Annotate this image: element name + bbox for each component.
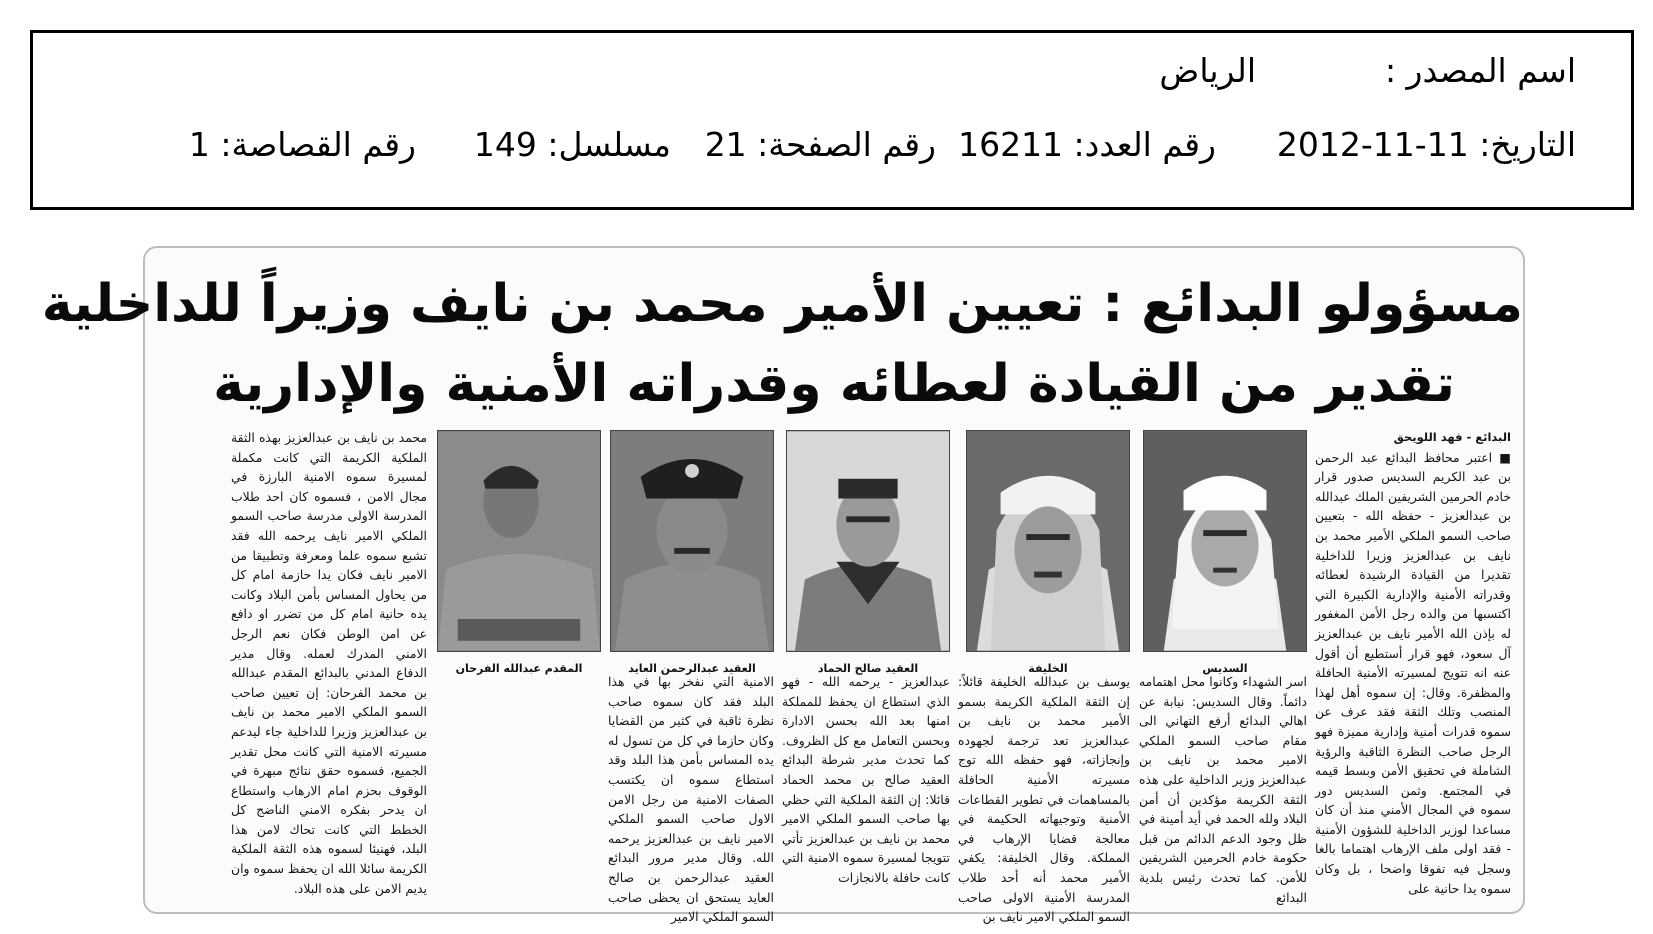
source-value: الرياض — [1159, 51, 1256, 90]
clip-number: رقم القصاصة: 1 — [188, 125, 416, 164]
article-column-3 — [958, 672, 1130, 925]
portrait-photo — [966, 430, 1130, 652]
portrait-image — [787, 431, 949, 651]
article-column-6 — [231, 428, 427, 906]
photo-caption: العقيد عبدالرحمن العايد — [628, 662, 756, 675]
portrait-image — [1144, 431, 1306, 651]
photo-caption: العقيد صالح الحماد — [817, 662, 919, 675]
headline-line-2: تقدير من القيادة لعطائه وقدراته الأمنية والإدارية — [213, 354, 1455, 414]
article-column-5 — [608, 672, 774, 925]
source-metadata-box — [30, 30, 1634, 210]
article-column-2 — [1139, 672, 1307, 908]
portrait-photo — [437, 430, 601, 652]
photo-caption: السديس — [1202, 662, 1248, 675]
source-row — [73, 51, 1576, 101]
details-row — [73, 125, 1576, 175]
serial-number: مسلسل: 149 — [473, 125, 671, 164]
date-field: التاريخ: 11-11-2012 — [1276, 125, 1576, 164]
column-text: اسر الشهداء وكانوا محل اهتمامه دائماً. وقال السديس: نيابة عن اهالي البدائع أرفع التهاني الى مقام صاحب السمو الملكي الامير محمد بن نايف بن عبدالعزيز وزير الداخلية على هذه الثقة الكريمة مؤكدين أن أمن البلاد ولله الحمد في أيد أمينة في ظل وجود الدعم الدائم من قبل حكومة خادم الحرمين الشريفين للأمن. كما تحدث رئيس بلدية البدائع — [1139, 674, 1307, 905]
portrait-photo — [610, 430, 774, 652]
headline-line-1: مسؤولو البدائع : تعيين الأمير محمد بن نايف وزيراً للداخلية — [41, 274, 1523, 334]
source-label: اسم المصدر : — [1384, 51, 1576, 90]
portrait-photo — [786, 430, 950, 652]
article-column-1 — [1315, 428, 1511, 906]
portrait-image — [611, 431, 773, 651]
column-text: محمد بن نايف بن عبدالعزيز بهذه الثقة الملكية الكريمة التي كانت مكملة لمسيرة سموه الامنية البارزة في مجال الامن ، فسموه كان احد طلاب المدرسة الاولى مدرسة صاحب السمو الملكي الامير نايف يرحمه الله فقد تشبع سموه علما ومعرفة وتطبيقا من الامير نايف فكان يدا حازمة امام كل من يحاول المساس بأمن البلاد وكانت يده حانية امام كل من تضرر او دافع عن امن الوطن فكان نعم الرجل الامني المدرك لعمله. وقال مدير الدفاع المدني بالبدائع المقدم عبدالله بن محمد الفرحان: إن تعيين صاحب السمو الملكي الامير محمد بن نايف بن عبدالعزيز وزيرا للداخلية جاء ليدعم مسيرته الامنية التي كانت محل تقدير الجميع، فسموه حقق نتائج مبهرة في الوقوف بحزم امام الارهاب واستطاع ان يدحر بفكره الامني الناضج كل الخطط التي كانت تحاك لامن هذا البلد، فهنيئا لسموه هذه الثقة الملكية الكريمة سائلا الله ان يحفظ سموه وان يديم الامن على هذه البلاد. — [231, 430, 427, 896]
photo-caption: المقدم عبدالله الفرحان — [455, 662, 583, 675]
page-number: رقم الصفحة: 21 — [704, 125, 936, 164]
portrait-photo — [1143, 430, 1307, 652]
portrait-image — [967, 431, 1129, 651]
column-text: يوسف بن عبدالله الخليفة قائلاً: إن الثقة الملكية الكريمة بسمو الأمير محمد بن نايف بن عبدالعزيز تعد ترجمة لجهوده وإنجازاته، فهو حفظه الله توج مسيرته الأمنية الحافلة بالمساهمات في تطوير القطاعات الأمنية وتوجيهاته الحكيمة في معالجة قضايا الإرهاب في المملكة. وقال الخليفة: يكفي الأمير محمد أنه أحد طلاب المدرسة الأمنية الاولى صاحب السمو الملكي الامير نايف بن — [958, 674, 1130, 925]
issue-number: رقم العدد: 16211 — [958, 125, 1216, 164]
photo-caption: الخليفة — [1028, 662, 1068, 675]
column-text: الامنية التي نفخر بها في هذا البلد فقد كان سموه صاحب نظرة ثاقبة في كثير من القضايا وكان حازما في كل من تسول له يده المساس بأمن هذا البلد وقد استطاع سموه ان يكتسب الصفات الامنية من رجل الامن الاول صاحب السمو الملكي الامير نايف بن عبدالعزيز يرحمه الله. وقال مدير مرور البدائع العقيد عبدالرحمن بن صالح العايد يستحق ان يحظى صاحب السمو الملكي الامير — [608, 674, 774, 925]
newspaper-clipping — [41, 246, 1525, 925]
portrait-image — [438, 431, 600, 651]
byline: البدائع - فهد اللويحق — [1393, 430, 1511, 444]
column-text: ■ اعتبر محافظ البدائع عبد الرحمن بن عبد الكريم السديس صدور قرار خادم الحرمين الشريفين الملك عبدالله بن عبدالعزيز - حفظه الله - بتعيين صاحب السمو الملكي الأمير محمد بن نايف بن عبدالعزيز وزيرا للداخلية تقديرا من القيادة الرشيدة لعطائه وقدراته الأمنية والإدارية الكبيرة التي اكتسبها من والده رجل الأمن المغفور له بإذن الله الأمير نايف بن عبدالعزيز آل سعود، فهو قرار أستطيع أن أقول عنه انه تتويج لمسيرته الأمنية الحافلة والمظفرة. وقال: إن سموه أهل لهذا المنصب وتلك الثقة فقد عرف عن سموه قدرات أمنية وإدارية مميزة فهو الرجل صاحب النظرة الثاقبة والرؤية الشاملة في تحقيق الأمن وبسط قيمه في المجتمع. وثمن السديس دور سموه في المجال الأمني منذ أن كان مساعدا لوزير الداخلية للشؤون الأمنية - فقد اولى ملف الإرهاب اهتماما بالغا وسجل فيه تفوقا واضحا ، بل وكان سموه يدا حانية على — [1315, 449, 1511, 896]
column-text: عبدالعزيز - يرحمه الله - فهو الذي استطاع ان يحفظ للمملكة امنها بعد الله بحسن الادارة وبحسن التعامل مع كل الظروف. كما تحدث مدير شرطة البدائع العقيد صالح بن محمد الحماد قائلا: إن الثقة الملكية التي حظي بها صاحب السمو الملكي الامير محمد بن نايف بن عبدالعزيز تأتي تتويجا لمسيرة سموه الامنية التي كانت حافلة بالانجازات — [782, 674, 950, 885]
article-column-4 — [782, 672, 950, 908]
